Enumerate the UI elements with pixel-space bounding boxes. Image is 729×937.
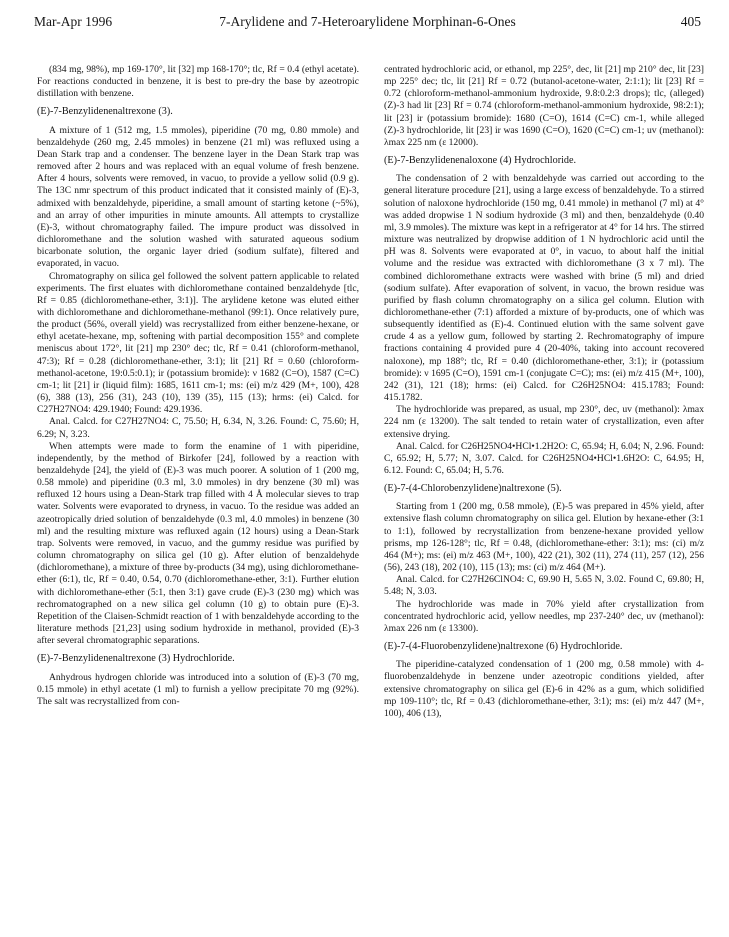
paragraph: The piperidine-catalyzed condensation of 1 (200 mg, 0.58 mmole) with 4-fluorobenzaldehyde in benzene under azeotropic conditions yielded, after extensive chromatography on silica gel (E)-6 in 42% as a gum, which solidified mp 109-110°; tlc, Rf = 0.43 (dichloromethane-ether, 3:1); ms: (ei) m/z 447 (M+, 100), 406 (13), (384, 659, 704, 719)
left-column (37, 64, 359, 930)
section-heading: (E)-7-(4-Chlorobenzylidene)naltrexone (5). (384, 483, 562, 495)
section-heading: (E)-7-Benzylidenenaloxone (4) Hydrochloride. (384, 155, 577, 167)
paragraph: Anal. Calcd. for C27H26ClNO4: C, 69.90 H, 5.65 N, 3.02. Found C, 69.80; H, 5.48; N, 3.03. (384, 574, 704, 598)
paragraph: centrated hydrochloric acid, or ethanol, mp 225°, dec, lit [21] mp 210° dec, lit [23] mp 225° dec; tlc, lit [21] Rf = 0.72 (butanol-acetone-water, 2:1:1); lit [23] Rf = 0.72 (chloroform-methanol-ammonium hydroxide, 9.8:0.2:3 drops); tlc, (alleged) (Z)-3 had lit [23] Rf = 0.74 (chloroform-methanol-ammonium hydroxide, 98:2:1); lit [23] ir (potassium bromide): 1680 (C=O), 1614 (C=C) cm-1, while alleged (Z)-3 hydrochloride, lit [23] ir was 1690 (C=O), 1620 (C=C) cm-1; uv (methanol): λmax 225 nm (ε 12000). (384, 64, 704, 148)
paragraph: The hydrochloride was prepared, as usual, mp 230°, dec, uv (methanol): λmax 224 nm (ε 13200). The salt tended to retain water of crystallization, even after extensive drying. (384, 404, 704, 440)
paragraph: Chromatography on silica gel followed the solvent pattern applicable to related experiments. The first eluates with dichloromethane contained benzaldehyde [tlc, Rf = 0.85 (dichloromethane-ether, 3:1)]. The arylidene ketone was eluted either with dichloromethane and dichloromethane-methanol (99:1). Once relatively pure, the product (56%, overall yield) was recrystallized from either benzene-hexane, or ethyl acetate-hexane, mp, softening with partial decomposition 155° and complete meniscus about 172°, lit [21] mp 230° dec; tlc, Rf = 0.41 (chloroform-methanol, 47:3); Rf = 0.28 (dichloromethane-ether, 3:1); lit [21] Rf = 0.60 (chloroform-methanol-acetone, 19:0.5:0.1); ir (potassium bromide): ν 1682 (C=O), 1587 (C=C) cm-1; lit [21] ir (liquid film): 1685, 1611 cm-1; ms: (ei) m/z 429 (M+, 100), 428 (6), 388 (13), 256 (31), 243 (10), 139 (35), 115 (13); hrms: (ei) Calcd. for C27H27NO4: 429.1940; Found: 429.1936. (37, 270, 359, 416)
running-header (34, 14, 701, 34)
paragraph: Anal. Calcd. for C26H25NO4•HCl•1.2H2O: C, 65.94; H, 6.04; N, 2.96. Found: C, 65.92; H, 5.77; N, 3.07. Calcd. for C26H25NO4•HCl•1.6H2O: C, 64.95; H, 6.12. Found: C, 65.04; H, 5.76. (384, 440, 704, 476)
issue-date: Mar-Apr 1996 (34, 14, 113, 29)
running-title: 7-Arylidene and 7-Heteroarylidene Morphinan-6-Ones (219, 14, 516, 29)
paragraph: (834 mg, 98%), mp 169-170°, lit [32] mp 168-170°; tlc, Rf = 0.4 (ethyl acetate). For reactions conducted in benzene, it is best to pre-dry the base by azeotropic distillation with benzene. (37, 64, 359, 100)
section-heading: (E)-7-Benzylidenenaltrexone (3) Hydrochloride. (37, 653, 235, 665)
paragraph: Starting from 1 (200 mg, 0.58 mmole), (E)-5 was prepared in 45% yield, after extensive flash column chromatography on silica gel. Elution by hexane-ether (3:1 to 1:1), followed by recrystallization from benzene-hexane provided yellow prisms, mp 126-128°; tlc, Rf = 0.48, (dichloromethane-ether: 3:1); ms: (ci) m/z 464 (M+); ms: (ei) m/z 463 (M+, 100), 422 (21), 302 (11), 274 (11), 257 (12), 256 (56), 243 (18), 202 (10), 115 (13); ms: (ci) m/z 464 (M+). (384, 501, 704, 574)
paragraph: The condensation of 2 with benzaldehyde was carried out according to the general literature procedure [21], using a large excess of benzaldehyde. To a stirred solution of naloxone hydrochloride (150 mg, 0.41 mmole) in methanol (7 ml) at 4° was added dropwise 1 N sodium hydroxide (3 ml) and then, benzaldehyde (0.40 ml, 3.9 mmoles). The mixture was kept in a refrigerator at 4° for 14 hrs. The stirred mixture was neutralized by dropwise addition of 1 N hydrochloric acid until the pH was 8. Solvents were evaporated at 0°, in vacuo, to about half the initial volume and the residue was extracted with dichloromethane (3 x 7 ml). The combined dichloromethane extracts were washed with brine (5 ml) and dried (sodium sulfate). After evaporation of solvent, in vacuo, the brown residue was purified by flash column chromatography on a silica gel column. Elution with dichloromethane-ether (7:1) afforded a mixture of by-products, one of which was subsequently identified as (E)-4. Continued elution with the same solvent gave crude 4 as a yellow gum, followed by starting 2. Rechromatography of impure fractions containing 4 provided pure 4 (20-40%, taking into account recovered naloxone), mp 188°; tlc, Rf = 0.40 (dichloromethane-ether, 3:1); ir (potassium bromide): ν 1695 (C=O), 1591 cm-1 (conjugate C=C); ms: (ei) m/z 415 (M+, 100), 242 (31), 121 (18); hrms: (ei) Calcd. for C26H25NO4: 415.1783; Found: 415.1782. (384, 173, 704, 404)
section-heading: (E)-7-Benzylidenenaltrexone (3). (37, 106, 173, 118)
right-column (384, 64, 704, 930)
paragraph: Anhydrous hydrogen chloride was introduced into a solution of (E)-3 (70 mg, 0.15 mmole) in ethyl acetate (1 ml) to furnish a yellow precipitate 70 mg (92%). The salt was recrystallized from con- (37, 671, 359, 707)
paragraph: The hydrochloride was made in 70% yield after crystallization from concentrated hydrochloric acid, yellow needles, mp 237-240° dec, uv (methanol): λmax 226 nm (ε 13300). (384, 598, 704, 634)
page-number: 405 (680, 14, 701, 29)
section-heading: (E)-7-(4-Fluorobenzylidene)naltrexone (6) Hydrochloride. (384, 641, 623, 653)
paragraph: Anal. Calcd. for C27H27NO4: C, 75.50; H, 6.34, N, 3.26. Found: C, 75.60; H, 6.29; N, 3.23. (37, 416, 359, 440)
paragraph: A mixture of 1 (512 mg, 1.5 mmoles), piperidine (70 mg, 0.80 mmole) and benzaldehyde (260 mg, 2.45 mmoles) in benzene (21 ml) was refluxed using a Dean Stark trap and a condenser. The benzene layer in the Dean Stark trap was removed after 2 hours and was replaced with an equal volume of fresh benzene. After 4 hours, solvents were removed, in vacuo, to provide a yellow solid (0.9 g). The 13C nmr spectrum of this product indicated that it consisted mainly of (E)-3, admixed with benzaldehyde, piperidine, a small amount of starting ketone (~5%), and an array of other impurities in minute amounts. All attempts to crystallize (E)-3, without chromatography failed. The impure product was dissolved in dichloromethane and the solution washed with saturated aqueous sodium bicarbonate solution, the organic layer dried (sodium sulfate), filtered and evaporated, in vacuo. (37, 124, 359, 270)
paragraph: When attempts were made to form the enamine of 1 with piperidine, independently, by the method of Birkofer [24], followed by a reaction with benzaldehyde [24], the yield of (E)-3 was much poorer. A solution of 1 (200 mg, 0.58 mmole) and piperidine (0.3 ml, 3.0 mmoles) in dry benzene (30 ml) was refluxed 12 hours using a Dean-Stark trap filled with 4 Å molecular sieves to trap water. Solvents were evaporated to dryness, in vacuo. To the residue was added an azeotropically dried solution of benzaldehyde (0.3 ml, 4.0 mmoles) in benzene (30 ml) and the resulting mixture was refluxed again (12 hours) using a Dean-Stark trap. Solvents were removed, in vacuo, and the gummy residue was purified by column chromatography on silica gel (10 g). After elution of benzaldehyde (dichloromethane), a mixture of three by-products (34 mg), using dichloromethane-ether (6:1), tlc, Rf = 0.40, 0.54, 0.70 (dichloromethane-ether, 3:1). Further elution with dichloromethane-ether (5:1, then 3:1) gave crude (E)-3 (230 mg) which was rechromatographed on a new silica gel column (10 g) to obtain pure (E)-3. Repetition of the Claisen-Schmidt reaction of 1 with benzaldehyde according to the literature methods [21,23] using sodium hydroxide in methanol, provided (E)-3 after several chromatographic separations. (37, 440, 359, 647)
